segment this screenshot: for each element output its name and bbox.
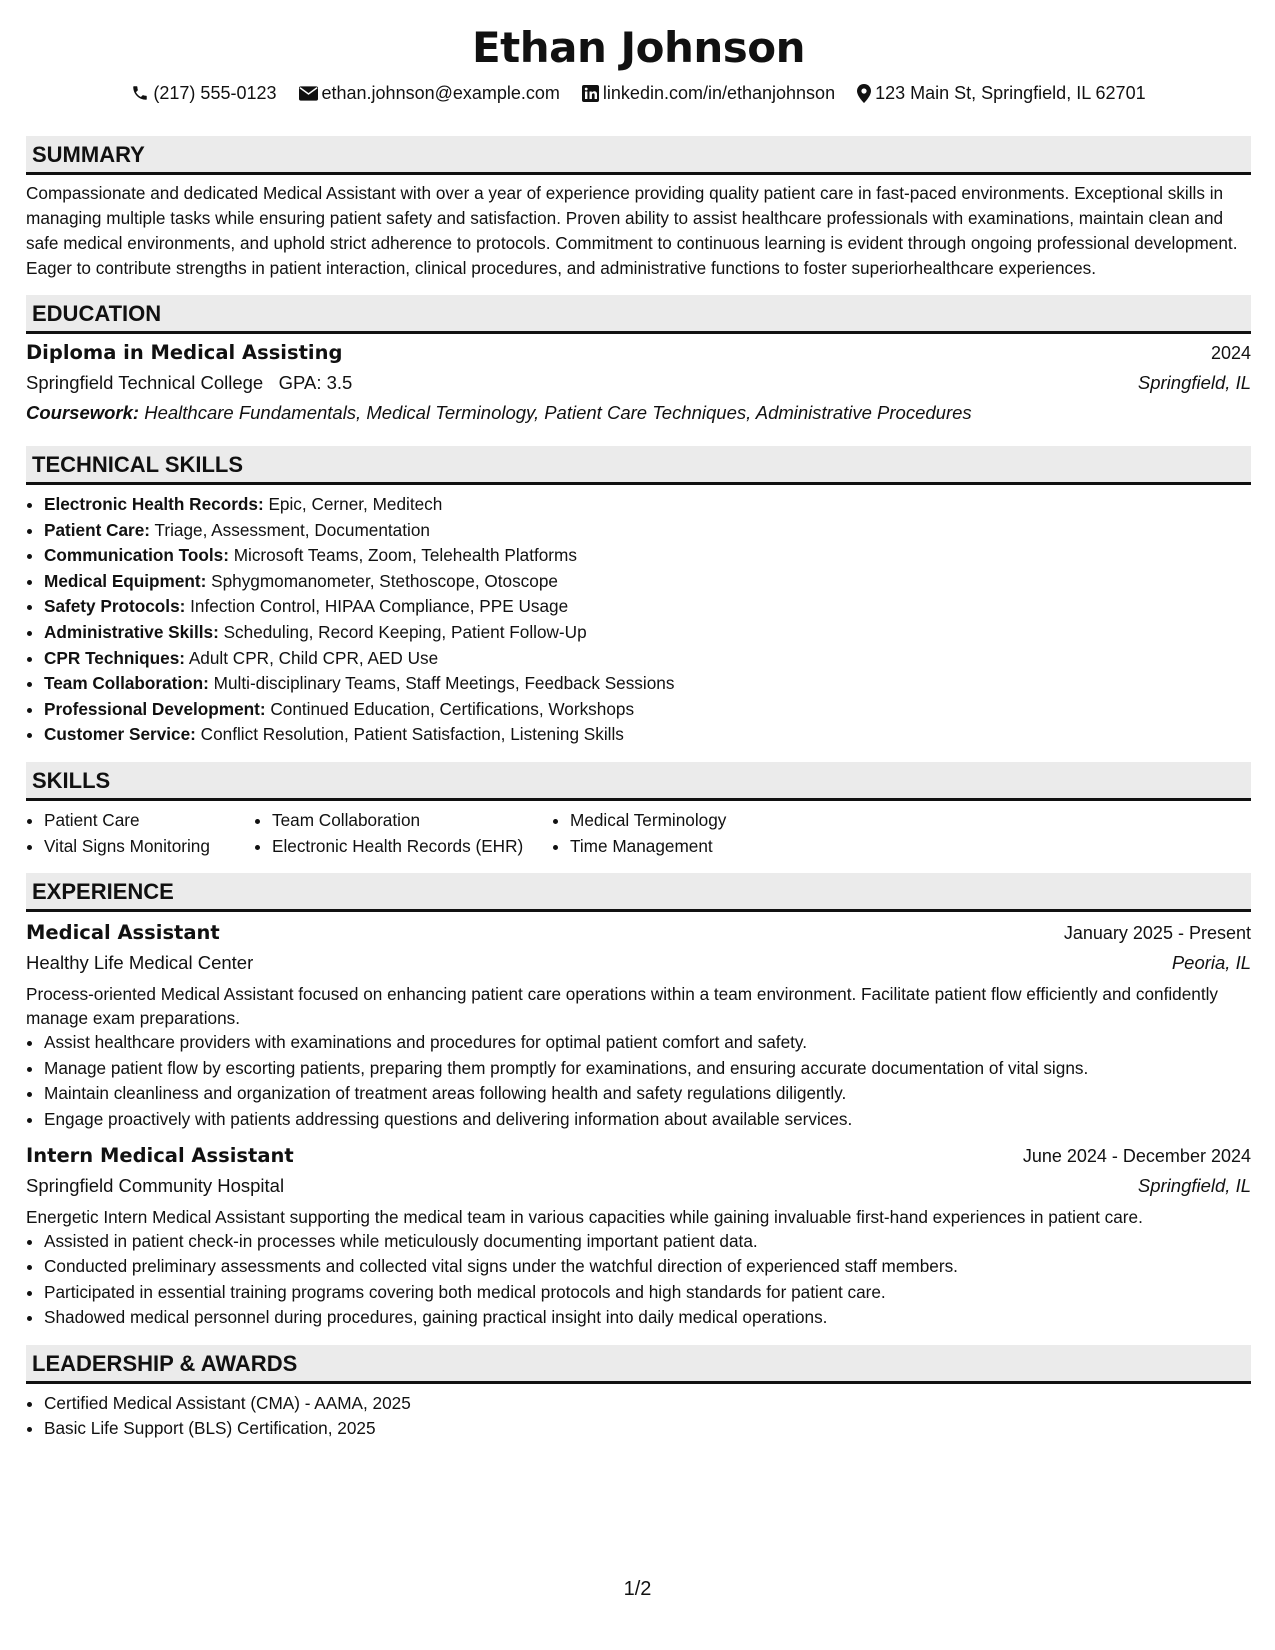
list-item bbox=[44, 569, 1251, 595]
technical-skills-header: TECHNICAL SKILLS bbox=[26, 446, 1251, 485]
list-item bbox=[44, 697, 1251, 723]
school-line bbox=[26, 368, 352, 398]
list-item: • Electronic Health Records (EHR) bbox=[272, 834, 552, 860]
coursework-text: Healthcare Fundamentals, Medical Terminology, Patient Care Techniques, Administrative Procedures bbox=[144, 402, 972, 423]
skill-value: Continued Education, Certifications, Workshops bbox=[270, 698, 635, 719]
job-location: Peoria, IL bbox=[1171, 952, 1251, 974]
job-title: Intern Medical Assistant bbox=[26, 1143, 294, 1167]
contact-row bbox=[26, 82, 1251, 104]
skill-label: CPR Techniques: bbox=[44, 647, 186, 668]
education-header: EDUCATION bbox=[26, 295, 1251, 334]
contact-address bbox=[857, 82, 1146, 104]
job-entry bbox=[26, 1141, 1251, 1331]
phone-text: (217) 555-0123 bbox=[153, 83, 277, 103]
list-item: • Engage proactively with patients addressing questions and delivering information about available services. bbox=[44, 1107, 1251, 1133]
phone-icon bbox=[131, 84, 149, 102]
skill-value: Epic, Cerner, Meditech bbox=[268, 494, 443, 514]
skill-value: Triage, Assessment, Documentation bbox=[154, 519, 430, 540]
skill-label: Electronic Health Records: bbox=[44, 494, 264, 514]
skill-label: Administrative Skills: bbox=[44, 621, 219, 642]
linkedin-text[interactable]: linkedin.com/in/ethanjohnson bbox=[602, 83, 836, 103]
degree-title: Diploma in Medical Assisting bbox=[26, 341, 343, 364]
job-entry bbox=[26, 918, 1251, 1132]
list-item bbox=[44, 620, 1251, 646]
list-item: • Medical Terminology bbox=[570, 808, 726, 834]
education-entry bbox=[26, 338, 1251, 428]
awards-list bbox=[26, 1391, 1251, 1442]
list-item: • Participated in essential training programs covering both medical protocols and high standards for patient care. bbox=[44, 1280, 1251, 1306]
list-item bbox=[44, 543, 1251, 569]
job-location: Springfield, IL bbox=[1137, 1174, 1251, 1196]
skill-value: Scheduling, Record Keeping, Patient Follow-Up bbox=[223, 621, 587, 642]
list-item: • Team Collaboration bbox=[272, 808, 552, 834]
job-bullets bbox=[26, 1229, 1251, 1331]
skill-value: Infection Control, HIPAA Compliance, PPE Usage bbox=[190, 596, 569, 617]
job-description: Process-oriented Medical Assistant focused on enhancing patient care operations within a team environment. Facilitate patient flow efficiently and confidently manage exam preparations. bbox=[26, 984, 1219, 1029]
gpa: GPA: 3.5 bbox=[278, 372, 353, 393]
skill-label: Communication Tools: bbox=[44, 545, 229, 566]
list-item: • Conducted preliminary assessments and collected vital signs under the watchful direction of experienced staff members. bbox=[44, 1254, 1251, 1280]
skill-value: Conflict Resolution, Patient Satisfaction, Listening Skills bbox=[200, 724, 624, 745]
skill-value: Multi-disciplinary Teams, Staff Meetings, Feedback Sessions bbox=[213, 673, 675, 694]
skill-value: Adult CPR, Child CPR, AED Use bbox=[188, 647, 439, 668]
company-name: Healthy Life Medical Center bbox=[26, 952, 254, 974]
contact-phone bbox=[131, 82, 276, 104]
school-name: Springfield Technical College bbox=[26, 372, 264, 393]
skill-value: Microsoft Teams, Zoom, Telehealth Platforms bbox=[233, 545, 577, 566]
list-item: • Assist healthcare providers with examinations and procedures for optimal patient comfort and safety. bbox=[44, 1030, 1251, 1056]
page-number: 1/2 bbox=[623, 1578, 652, 1600]
education-location: Springfield, IL bbox=[1137, 372, 1251, 393]
skills-column-3 bbox=[552, 808, 726, 859]
list-item bbox=[44, 594, 1251, 620]
skill-label: Customer Service: bbox=[44, 724, 196, 745]
summary-header: SUMMARY bbox=[26, 136, 1251, 175]
map-pin-icon bbox=[857, 84, 871, 103]
job-bullets bbox=[26, 1030, 1251, 1132]
linkedin-icon bbox=[582, 85, 599, 102]
education-year: 2024 bbox=[1210, 343, 1251, 363]
list-item bbox=[44, 722, 1251, 748]
list-item: • Shadowed medical personnel during procedures, gaining practical insight into daily medical operations. bbox=[44, 1305, 1251, 1331]
list-item bbox=[44, 671, 1251, 697]
skills-header: SKILLS bbox=[26, 762, 1251, 801]
address-text: 123 Main St, Springfield, IL 62701 bbox=[875, 83, 1146, 103]
skills-column-1 bbox=[26, 808, 254, 859]
job-dates: June 2024 - December 2024 bbox=[1022, 1145, 1251, 1166]
list-item: • Maintain cleanliness and organization of treatment areas following health and safety regulations diligently. bbox=[44, 1081, 1251, 1107]
contact-linkedin[interactable] bbox=[582, 82, 835, 104]
skills-grid bbox=[26, 808, 1251, 859]
technical-skills-list bbox=[26, 492, 1251, 748]
job-title: Medical Assistant bbox=[26, 921, 220, 945]
company-name: Springfield Community Hospital bbox=[26, 1174, 285, 1196]
experience-header: EXPERIENCE bbox=[26, 873, 1251, 912]
list-item: • Basic Life Support (BLS) Certification, 2025 bbox=[44, 1416, 1251, 1442]
list-item: • Certified Medical Assistant (CMA) - AAMA, 2025 bbox=[44, 1391, 1251, 1417]
list-item: • Time Management bbox=[570, 834, 726, 860]
skills-column-2 bbox=[254, 808, 552, 859]
list-item bbox=[44, 492, 1251, 518]
summary-text: Compassionate and dedicated Medical Assistant with over a year of experience providing quality patient care in fast-paced environments. Exceptional skills in managing multiple tasks while ensuring patient safety and satisfaction. Proven ability to assist healthcare professionals with examinations, maintain clean and safe medical environments, and uphold strict adherence to protocols. Commitment to continuous learning is evident through ongoing professional development. Eager to contribute strengths in patient interaction, clinical procedures, and administrative functions to foster superiorhealthcare experiences. bbox=[26, 183, 1238, 278]
skill-label: Patient Care: bbox=[44, 519, 151, 540]
skill-label: Professional Development: bbox=[44, 698, 266, 719]
list-item: • Patient Care bbox=[44, 808, 254, 834]
job-description: Energetic Intern Medical Assistant supporting the medical team in various capacities while gaining invaluable first-hand experiences in patient care. bbox=[26, 1206, 1143, 1227]
list-item: • Vital Signs Monitoring bbox=[44, 834, 254, 860]
list-item: • Manage patient flow by escorting patients, preparing them promptly for examinations, and ensuring accurate documentation of vital signs. bbox=[44, 1056, 1251, 1082]
leadership-header: LEADERSHIP & AWARDS bbox=[26, 1345, 1251, 1384]
skill-label: Safety Protocols: bbox=[44, 596, 186, 617]
skill-label: Medical Equipment: bbox=[44, 570, 207, 591]
contact-email[interactable] bbox=[299, 82, 560, 104]
coursework-line bbox=[26, 398, 1251, 428]
envelope-icon bbox=[299, 86, 318, 101]
email-text[interactable]: ethan.johnson@example.com bbox=[321, 83, 560, 103]
candidate-name: Ethan Johnson bbox=[471, 23, 806, 72]
resume-page bbox=[26, 0, 1251, 1442]
list-item bbox=[44, 646, 1251, 672]
skill-value: Sphygmomanometer, Stethoscope, Otoscope bbox=[211, 570, 558, 591]
list-item: • Assisted in patient check-in processes while meticulously documenting important patient data. bbox=[44, 1229, 1251, 1255]
skill-label: Team Collaboration: bbox=[44, 673, 209, 694]
coursework-label: Coursework: bbox=[26, 402, 140, 423]
job-dates: January 2025 - Present bbox=[1063, 923, 1251, 944]
list-item bbox=[44, 518, 1251, 544]
